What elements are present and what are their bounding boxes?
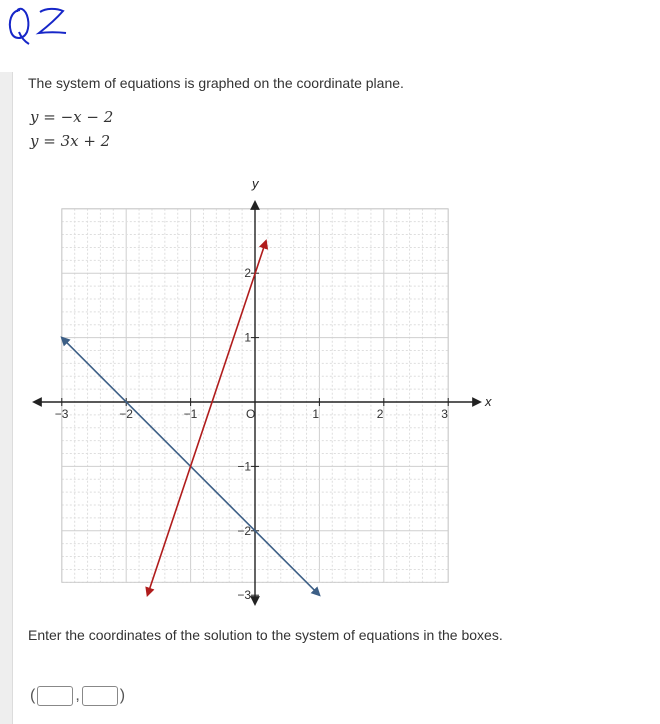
y-tick-label: −2 — [237, 523, 251, 538]
y-coordinate-input[interactable] — [82, 686, 118, 706]
coordinate-plane — [28, 168, 498, 613]
x-tick-label: −3 — [54, 407, 69, 421]
x-tick-label: 1 — [312, 407, 320, 421]
handwritten-q2-label — [6, 2, 70, 46]
x-tick-label: 3 — [441, 407, 448, 421]
x-axis-label: x — [485, 394, 492, 409]
open-paren: ( — [30, 687, 36, 704]
question-prompt: The system of equations is graphed on the coordinate plane. — [28, 75, 404, 91]
x-tick-label: −2 — [119, 407, 133, 421]
x-tick-label: O — [246, 407, 256, 421]
y-tick-label: −1 — [237, 459, 251, 474]
equation-1: y = −x − 2 — [30, 108, 114, 126]
x-coordinate-input[interactable] — [37, 686, 73, 706]
y-tick-label: −3 — [237, 588, 251, 603]
y-tick-label: 2 — [244, 266, 251, 281]
x-tick-label: 2 — [376, 407, 384, 421]
left-rail — [0, 72, 13, 724]
x-tick-label: −1 — [183, 407, 198, 421]
answer-instruction: Enter the coordinates of the solution to the system of equations in the boxes. — [28, 627, 503, 643]
close-paren: ) — [119, 687, 126, 704]
y-tick-label: 1 — [244, 330, 251, 345]
y-axis-label: y — [252, 176, 259, 191]
comma: , — [75, 687, 80, 704]
equation-2: y = 3x + 2 — [30, 132, 111, 150]
answer-row — [30, 683, 125, 709]
